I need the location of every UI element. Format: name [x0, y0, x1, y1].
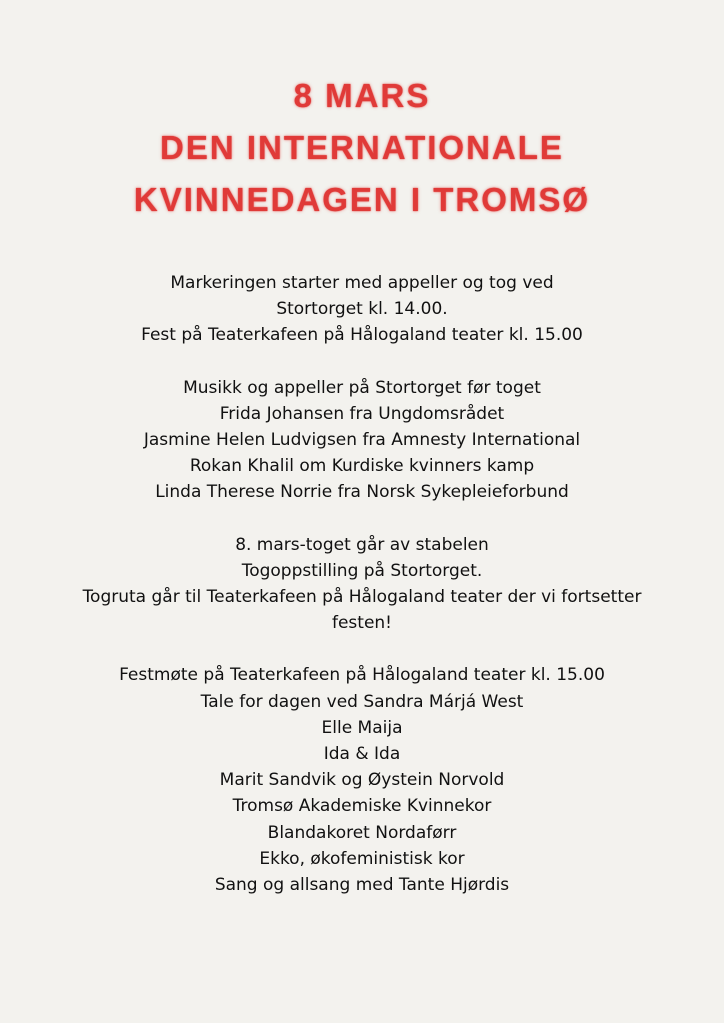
text-line: Sang og allsang med Tante Hjørdis: [214, 875, 510, 896]
text-line: Musikk og appeller på Stortorget før toget: [183, 377, 541, 398]
text-line: Jasmine Helen Ludvigsen fra Amnesty International: [143, 430, 581, 451]
text-line: Fest på Teaterkafeen på Hålogaland teater kl. 15.00: [141, 325, 583, 346]
program-text: [60, 270, 664, 924]
section-festival-meeting: [60, 662, 664, 898]
text-line: Togruta går til Teaterkafeen på Hålogaland teater der vi fortsetter festen!: [82, 587, 642, 634]
text-line: Tromsø Akademiske Kvinnekor: [232, 796, 492, 817]
text-line: Rokan Khalil om Kurdiske kvinners kamp: [189, 456, 535, 477]
text-line: Tale for dagen ved Sandra Márjá West: [200, 691, 524, 712]
text-line: Markeringen starter med appeller og tog ved: [170, 273, 554, 293]
title-line-date: 8 MARS: [293, 77, 431, 114]
text-line: Ekko, økofeministisk kor: [259, 848, 465, 869]
title-line-event: DEN INTERNATIONALE: [160, 129, 564, 166]
text-line: Blandakoret Nordaførr: [267, 822, 457, 843]
text-line: Marit Sandvik og Øystein Norvold: [219, 770, 505, 791]
text-line: Frida Johansen fra Ungdomsrådet: [219, 403, 505, 424]
section-intro: [60, 270, 664, 349]
page-title: [0, 70, 724, 226]
text-line: Elle Maija: [321, 717, 403, 738]
text-line: Stortorget kl. 14.00.: [276, 299, 448, 320]
section-speeches: [60, 375, 664, 506]
text-line: Festmøte på Teaterkafeen på Hålogaland teater kl. 15.00: [119, 665, 605, 686]
text-line: 8. mars-toget går av stabelen: [235, 534, 489, 555]
section-march: [60, 532, 664, 637]
text-line: Linda Therese Norrie fra Norsk Sykepleieforbund: [155, 482, 569, 503]
text-line: Ida & Ida: [323, 744, 401, 765]
title-line-location: KVINNEDAGEN I TROMSØ: [133, 181, 591, 218]
text-line: Togoppstilling på Stortorget.: [241, 560, 483, 581]
